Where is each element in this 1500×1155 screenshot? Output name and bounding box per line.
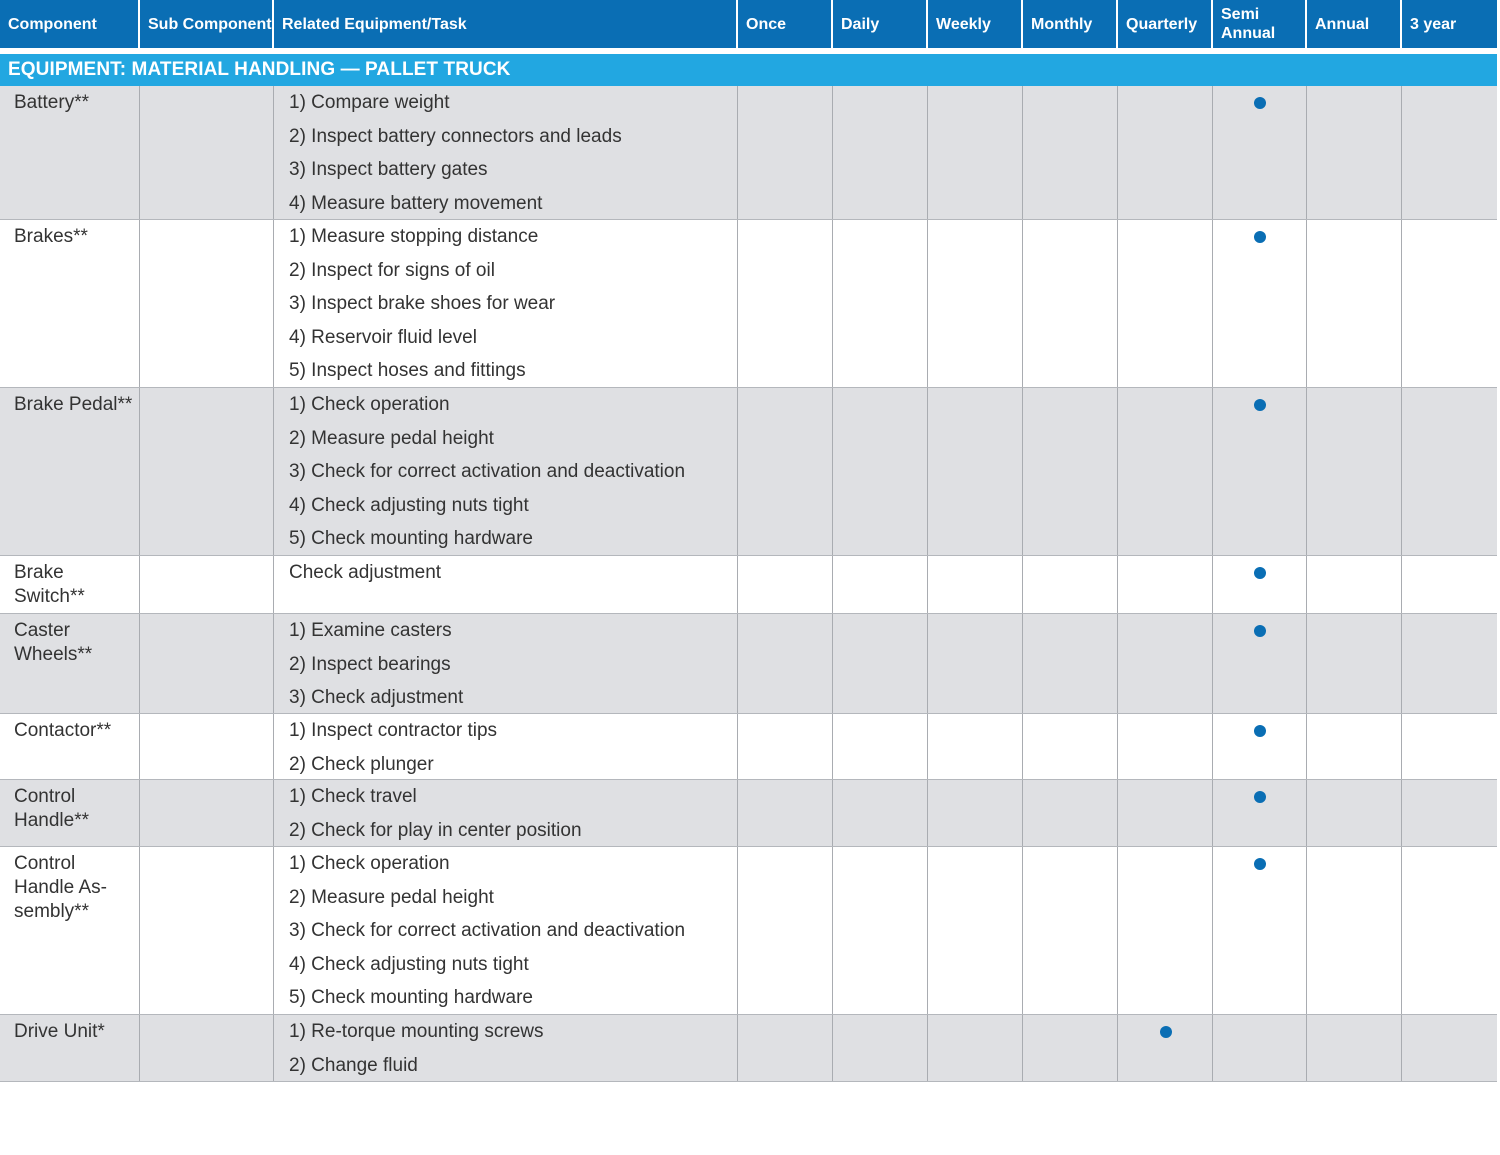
table-row [0, 1015, 1497, 1082]
cell-monthly [1023, 780, 1118, 846]
task-item: 3) Check adjustment [289, 687, 464, 709]
frequency-dot [1254, 858, 1266, 870]
cell-semi-annual [1213, 556, 1307, 613]
cell-once [738, 780, 833, 846]
cell-monthly [1023, 388, 1118, 555]
task-item: 3) Check for correct activation and deactivation [289, 920, 686, 942]
cell-sub-component [140, 847, 274, 1014]
header-related-equipment-task: Related Equipment/Task [274, 0, 738, 48]
cell-sub-component [140, 86, 274, 219]
cell-annual [1307, 614, 1402, 713]
task-item: 2) Inspect for signs of oil [289, 259, 495, 281]
task-list [289, 561, 441, 595]
cell-3-year [1402, 220, 1497, 387]
cell-3-year [1402, 1015, 1497, 1081]
task-item: 1) Check operation [289, 853, 450, 874]
cell-daily [833, 220, 928, 387]
component-name: Brake Switch** [14, 562, 85, 607]
frequency-dot [1254, 791, 1266, 803]
table-row [0, 780, 1497, 847]
task-list [289, 719, 497, 786]
cell-sub-component [140, 220, 274, 387]
cell-semi-annual [1213, 1015, 1307, 1081]
header-component: Component [0, 0, 140, 48]
cell-sub-component [140, 1015, 274, 1081]
component-name: Control Handle As-sembly** [14, 853, 107, 922]
cell-annual [1307, 714, 1402, 779]
cell-monthly [1023, 86, 1118, 219]
task-item: 3) Inspect brake shoes for wear [289, 293, 556, 315]
task-item: 1) Check travel [289, 786, 417, 807]
cell-annual [1307, 556, 1402, 613]
cell-weekly [928, 614, 1023, 713]
table-row [0, 614, 1497, 714]
cell-quarterly [1118, 847, 1213, 1014]
task-item: 2) Check plunger [289, 753, 434, 775]
header-3-year: 3 year [1410, 15, 1457, 33]
task-item: 1) Examine casters [289, 620, 452, 641]
cell-monthly [1023, 614, 1118, 713]
cell-weekly [928, 388, 1023, 555]
cell-monthly [1023, 714, 1118, 779]
frequency-dot [1254, 567, 1266, 579]
table-row [0, 86, 1497, 220]
cell-daily [833, 847, 928, 1014]
frequency-dot [1254, 231, 1266, 243]
cell-weekly [928, 86, 1023, 219]
frequency-dot [1254, 97, 1266, 109]
frequency-dot [1160, 1026, 1172, 1038]
cell-annual [1307, 847, 1402, 1014]
cell-annual [1307, 780, 1402, 846]
cell-daily [833, 388, 928, 555]
table-row [0, 220, 1497, 388]
task-list [289, 225, 555, 393]
cell-semi-annual [1213, 780, 1307, 846]
cell-daily [833, 1015, 928, 1081]
task-item: 2) Measure pedal height [289, 427, 494, 449]
table-row [0, 556, 1497, 614]
cell-weekly [928, 556, 1023, 613]
cell-semi-annual [1213, 714, 1307, 779]
component-name: Control Handle** [14, 786, 89, 831]
table-row [0, 714, 1497, 780]
task-item: 2) Measure pedal height [289, 886, 494, 908]
cell-3-year [1402, 780, 1497, 846]
task-item: 3) Inspect battery gates [289, 159, 488, 181]
component-name: Brake Pedal** [14, 394, 133, 415]
cell-sub-component [140, 556, 274, 613]
cell-quarterly [1118, 388, 1213, 555]
task-list [289, 785, 582, 852]
task-item: 5) Check mounting hardware [289, 987, 533, 1009]
cell-3-year [1402, 556, 1497, 613]
cell-annual [1307, 86, 1402, 219]
task-item: 1) Check operation [289, 394, 450, 415]
cell-weekly [928, 847, 1023, 1014]
task-item: 4) Check adjusting nuts tight [289, 494, 529, 516]
task-item: 1) Measure stopping distance [289, 226, 539, 247]
task-item: Check adjustment [289, 562, 442, 583]
task-item: 4) Measure battery movement [289, 192, 543, 214]
cell-daily [833, 714, 928, 779]
component-name: Brakes** [14, 226, 88, 247]
table-row [0, 388, 1497, 556]
cell-sub-component [140, 614, 274, 713]
task-item: 1) Compare weight [289, 92, 450, 113]
frequency-dot [1254, 625, 1266, 637]
task-item: 1) Re-torque mounting screws [289, 1021, 544, 1042]
cell-quarterly [1118, 556, 1213, 613]
cell-quarterly [1118, 220, 1213, 387]
component-name: Battery** [14, 92, 89, 113]
header-weekly: Weekly [928, 0, 1023, 48]
cell-quarterly [1118, 614, 1213, 713]
cell-once [738, 847, 833, 1014]
task-item: 4) Check adjusting nuts tight [289, 953, 529, 975]
cell-once [738, 714, 833, 779]
cell-monthly [1023, 847, 1118, 1014]
cell-daily [833, 780, 928, 846]
cell-3-year [1402, 714, 1497, 779]
cell-weekly [928, 220, 1023, 387]
cell-quarterly [1118, 1015, 1213, 1081]
cell-daily [833, 614, 928, 713]
cell-once [738, 1015, 833, 1081]
task-item: 2) Check for play in center position [289, 819, 582, 841]
section-title: EQUIPMENT: MATERIAL HANDLING — PALLET TRUCK [0, 54, 1497, 86]
cell-monthly [1023, 220, 1118, 387]
cell-sub-component [140, 714, 274, 779]
task-item: 1) Inspect contractor tips [289, 720, 498, 741]
table-header-row [0, 0, 1497, 48]
cell-daily [833, 556, 928, 613]
cell-3-year [1402, 388, 1497, 555]
task-item: 5) Inspect hoses and fittings [289, 360, 526, 382]
cell-annual [1307, 1015, 1402, 1081]
cell-once [738, 388, 833, 555]
component-name: Drive Unit* [14, 1021, 105, 1042]
cell-daily [833, 86, 928, 219]
header-daily: Daily [833, 0, 928, 48]
task-item: 4) Reservoir fluid level [289, 326, 477, 348]
cell-once [738, 86, 833, 219]
cell-annual [1307, 388, 1402, 555]
task-list [289, 1020, 544, 1087]
task-item: 5) Check mounting hardware [289, 528, 533, 550]
component-name: Caster Wheels** [14, 620, 93, 665]
cell-3-year [1402, 847, 1497, 1014]
frequency-dot [1254, 725, 1266, 737]
cell-monthly [1023, 556, 1118, 613]
component-name: Contactor** [14, 720, 112, 741]
frequency-dot [1254, 399, 1266, 411]
cell-weekly [928, 1015, 1023, 1081]
cell-3-year [1402, 614, 1497, 713]
cell-semi-annual [1213, 847, 1307, 1014]
task-item: 2) Change fluid [289, 1054, 418, 1076]
cell-sub-component [140, 388, 274, 555]
cell-once [738, 614, 833, 713]
cell-quarterly [1118, 714, 1213, 779]
cell-once [738, 220, 833, 387]
cell-weekly [928, 714, 1023, 779]
header-once: Once [738, 0, 833, 48]
cell-quarterly [1118, 780, 1213, 846]
cell-3-year [1402, 86, 1497, 219]
task-list [289, 393, 685, 561]
cell-monthly [1023, 1015, 1118, 1081]
table-row [0, 847, 1497, 1015]
header-semi-annual: Semi Annual [1213, 0, 1307, 48]
header-sub-component: Sub Component [140, 0, 274, 48]
cell-semi-annual [1213, 220, 1307, 387]
task-list [289, 619, 463, 720]
task-item: 2) Inspect battery connectors and leads [289, 125, 622, 147]
task-list [289, 852, 685, 1020]
header-quarterly: Quarterly [1118, 0, 1213, 48]
cell-semi-annual [1213, 388, 1307, 555]
task-item: 2) Inspect bearings [289, 653, 451, 675]
header-monthly: Monthly [1023, 0, 1118, 48]
cell-sub-component [140, 780, 274, 846]
cell-once [738, 556, 833, 613]
cell-annual [1307, 220, 1402, 387]
cell-weekly [928, 780, 1023, 846]
task-item: 3) Check for correct activation and deactivation [289, 461, 686, 483]
task-list [289, 91, 622, 225]
header-annual: Annual [1307, 0, 1402, 48]
cell-quarterly [1118, 86, 1213, 219]
